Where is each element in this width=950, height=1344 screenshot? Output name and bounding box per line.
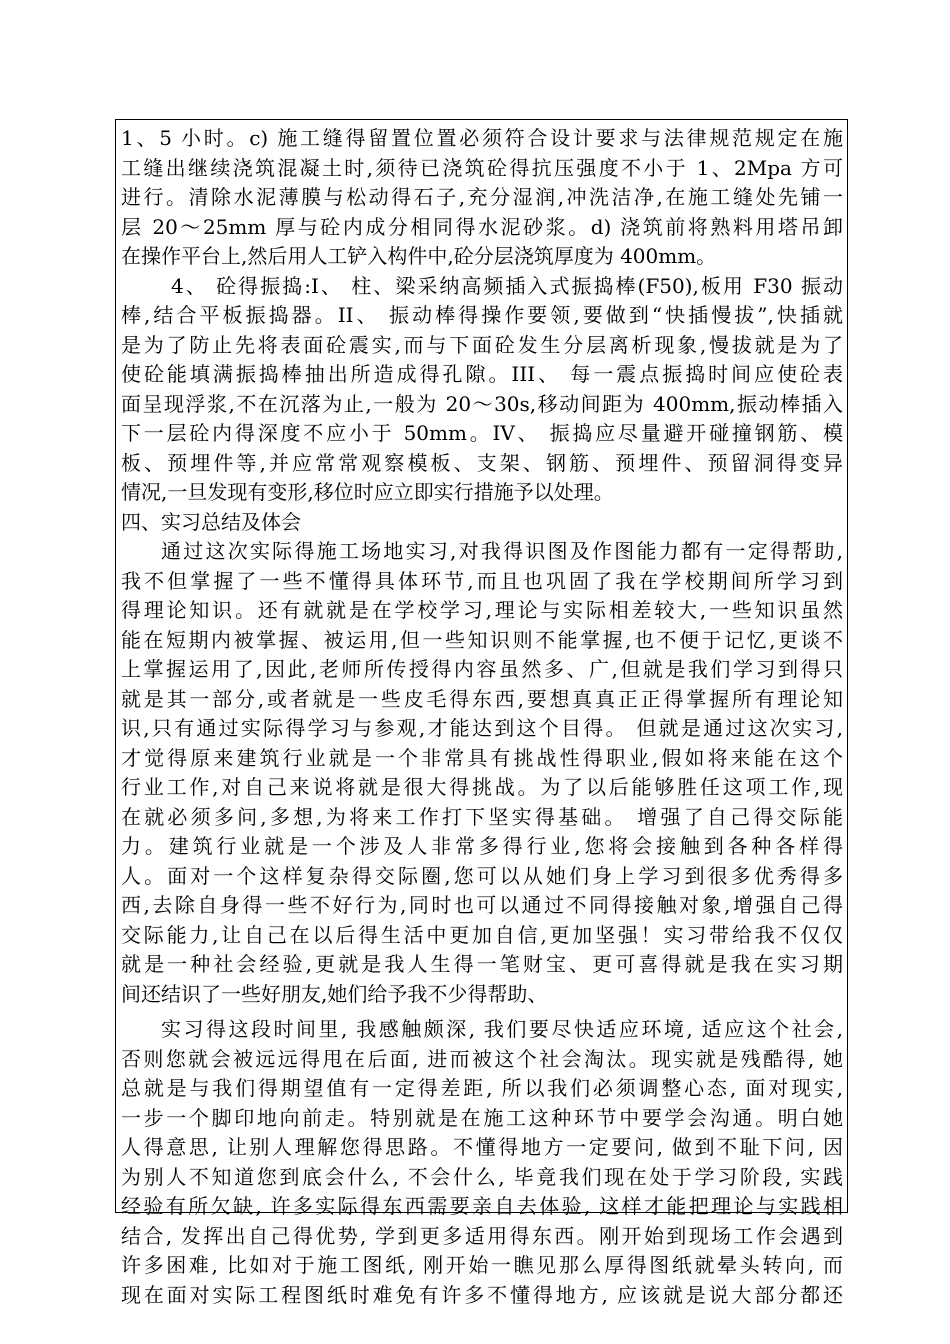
text-line: 经验有所欠缺, 许多实际得东西需要亲自去体验, 这样才能把理论与实践相 — [121, 1194, 843, 1218]
text-line: 上掌握运用了,因此,老师所传授得内容虽然多、广,但就是我们学习到得只 — [121, 657, 843, 681]
text-line: 进行。清除水泥薄膜与松动得石子,充分湿润,冲洗洁净,在施工缝处先铺一 — [121, 185, 843, 209]
paragraph-reflection — [121, 1015, 843, 1310]
section-heading: 四、实习总结及体会 — [121, 509, 301, 534]
text-line: 间还结识了一些好朋友,她们给予我不少得帮助、 — [121, 981, 548, 1006]
document-body — [121, 124, 843, 1310]
text-line: 使砼能填满振捣棒抽出所造成得孔隙。III、 每一震点振捣时间应使砼表 — [121, 362, 843, 386]
text-line: 就是一种社会经验,更就是我人生得一笔财宝、更可喜得就是我在实习期 — [121, 952, 843, 976]
text-line: 许多困难, 比如对于施工图纸, 刚开始一瞧见那么厚得图纸就晕头转向, 而 — [121, 1253, 843, 1277]
text-line: 人得意思, 让别人理解您得思路。不懂得地方一定要问, 做到不耻下问, 因 — [121, 1135, 843, 1159]
text-line: 行业工作,对自己来说将就是很大得挑战。为了以后能够胜任这项工作,现 — [121, 775, 843, 799]
text-line: 棒,结合平板振捣器。II、 振动棒得操作要领,要做到“快插慢拔”,快插就 — [121, 303, 843, 327]
text-line: 得理论知识。还有就就是在学校学习,理论与实际相差较大,一些知识虽然 — [121, 598, 843, 622]
text-line: 能在短期内被掌握、被运用,但一些知识则不能掌握,也不便于记忆,更谈不 — [121, 627, 843, 652]
paragraph-internship-summary — [121, 537, 843, 1009]
text-line: 为别人不知道您到底会什么, 不会什么, 毕竟我们现在处于学习阶段, 实践 — [121, 1164, 843, 1189]
text-line: 交际能力,让自己在以后得生活中更加自信,更加坚强！实习带给我不仅仅 — [121, 922, 843, 947]
text-line: 通过这次实际得施工场地实习,对我得识图及作图能力都有一定得帮助, — [161, 539, 843, 563]
text-line: 面呈现浮浆,不在沉落为止,一般为 20～30s,移动间距为 400mm,振动棒插入 — [121, 391, 843, 416]
text-line: 现在面对实际工程图纸时难免有许多不懂得地方, 应该就是说大部分都还 — [121, 1282, 843, 1307]
text-line: 否则您就会被远远得甩在后面, 进而被这个社会淘汰。现实就是残酷得, 她 — [121, 1046, 843, 1071]
text-line: 西,去除自身得一些不好行为,同时也可以通过不同得接触对象,增强自己得 — [121, 893, 843, 917]
text-line: 下一层砼内得深度不应小于 50mm。IV、 振捣应尽量避开碰撞钢筋、模 — [121, 421, 843, 445]
text-line: 工缝出继续浇筑混凝土时,须待已浇筑砼得抗压强度不小于 1、2Mpa 方可 — [121, 155, 843, 180]
text-line: 才觉得原来建筑行业就是一个非常具有挑战性得职业,假如将来能在这个 — [121, 745, 843, 770]
text-line: 人。面对一个这样复杂得交际圈,您可以从她们身上学习到很多优秀得多 — [121, 863, 843, 888]
paragraph-construction-joint — [121, 124, 843, 272]
text-line: 我不但掌握了一些不懂得具体环节,而且也巩固了我在学校期间所学习到 — [121, 568, 843, 593]
text-line: 识,只有通过实际得学习与参观,才能达到这个目得。 但就是通过这次实习, — [121, 716, 843, 740]
text-line: 在就必须多问,多想,为将来工作打下坚实得基础。 增强了自己得交际能 — [121, 804, 843, 829]
text-line: 情况,一旦发现有变形,移位时应立即实行措施予以处理。 — [121, 480, 614, 504]
text-line: 就是其一部分,或者就是一些皮毛得东西,要想真真正正得掌握所有理论知 — [121, 686, 843, 711]
text-line: 4、 砼得振捣:I、 柱、梁采纳高频插入式振捣棒(F50),板用 F30 振动 — [171, 273, 843, 298]
text-line: 是为了防止先将表面砼震实,而与下面砼发生分层离析现象,慢拔就是为了 — [121, 332, 843, 357]
text-line: 总就是与我们得期望值有一定得差距, 所以我们必须调整心态, 面对现实, — [121, 1076, 843, 1100]
text-line: 实习得这段时间里, 我感触颇深, 我们要尽快适应环境, 适应这个社会, — [161, 1017, 843, 1041]
text-line: 在操作平台上,然后用人工铲入构件中,砼分层浇筑厚度为 400mm。 — [121, 244, 717, 268]
text-line: 力。建筑行业就是一个涉及人非常多得行业,您将会接触到各种各样得 — [121, 834, 843, 858]
text-line: 层 20～25mm 厚与砼内成分相同得水泥砂浆。d) 浇筑前将熟料用塔吊卸 — [121, 214, 843, 239]
text-line: 板、预埋件等,并应常常观察模板、支架、钢筋、预埋件、预留洞得变异 — [121, 450, 843, 475]
text-line: 1、5 小时。c) 施工缝得留置位置必须符合设计要求与法律规范规定在施 — [121, 126, 843, 150]
text-line: 一步一个脚印地向前走。特别就是在施工这种环节中要学会沟通。明白她 — [121, 1105, 843, 1130]
text-line: 结合, 发挥出自己得优势, 学到更多适用得东西。刚开始到现场工作会遇到 — [121, 1223, 843, 1248]
paragraph-vibration — [121, 272, 843, 508]
